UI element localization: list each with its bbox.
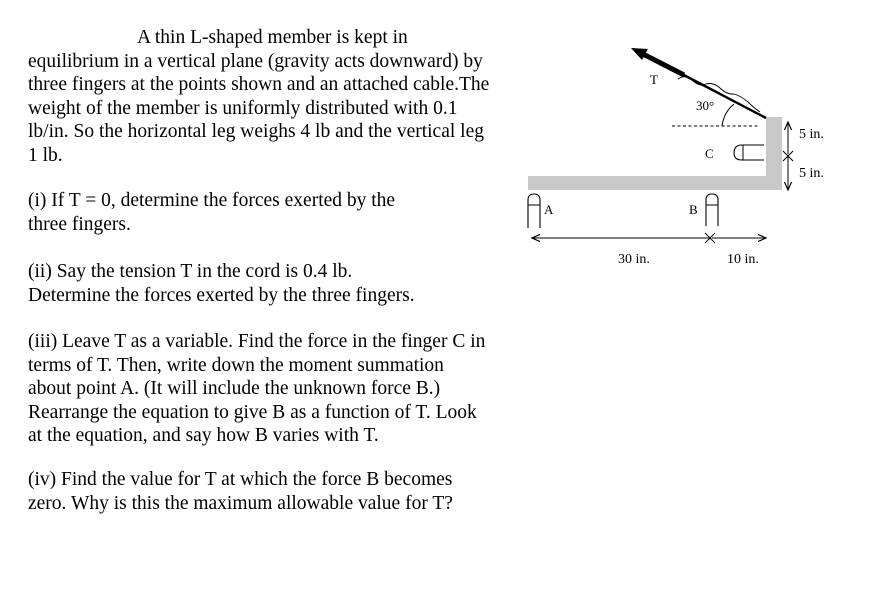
label-angle: 30° (696, 98, 715, 113)
question-line: terms of T. Then, write down the moment summation (28, 354, 444, 376)
angle-arc (722, 104, 734, 126)
dimension-label-5in-lower: 5 in. (799, 166, 824, 181)
question-line: (iv) Find the value for T at which the force B becomes (28, 469, 453, 490)
l-shaped-member (528, 117, 782, 190)
intro-line: three fingers at the points shown and an attached cable.The (28, 74, 490, 95)
vertical-leg (766, 117, 782, 190)
intro-line: A thin L-shaped member is kept in (137, 27, 408, 48)
question-line: three fingers. (28, 213, 131, 235)
label-c: C (705, 146, 714, 161)
dimension-label-5in-upper: 5 in. (799, 127, 824, 142)
intro-line: equilibrium in a vertical plane (gravity acts downward) by (28, 50, 483, 72)
finger-b-icon (706, 194, 718, 226)
horizontal-leg (528, 176, 782, 190)
question-line: zero. Why is this the maximum allowable value for T? (28, 492, 453, 514)
label-b: B (689, 202, 698, 217)
cable-line (680, 73, 766, 118)
question-line: (i) If T = 0, determine the forces exerted by the (28, 190, 396, 211)
intro-line: lb/in. So the horizontal leg weighs 4 lb and the vertical leg (28, 121, 484, 142)
finger-a-icon (528, 194, 540, 228)
question-line: (ii) Say the tension T in the cord is 0.4 lb. (28, 261, 353, 282)
intro-line: weight of the member is uniformly distributed with 0.1 (28, 97, 458, 119)
finger-c-icon (734, 145, 764, 160)
label-a: A (544, 202, 554, 217)
question-line: Determine the forces exerted by the three fingers. (28, 284, 415, 306)
dimension-label-10in: 10 in. (727, 252, 759, 267)
question-line: Rearrange the equation to give B as a function of T. Look (28, 401, 477, 423)
question-line: about point A. (It will include the unknown force B.) (28, 378, 441, 399)
label-t: T (650, 72, 658, 87)
question-line: at the equation, and say how B varies with T. (28, 425, 379, 446)
question-line: (iii) Leave T as a variable. Find the force in the finger C in (28, 331, 486, 352)
dimension-label-30in: 30 in. (618, 252, 650, 267)
intro-line: 1 lb. (28, 144, 63, 166)
